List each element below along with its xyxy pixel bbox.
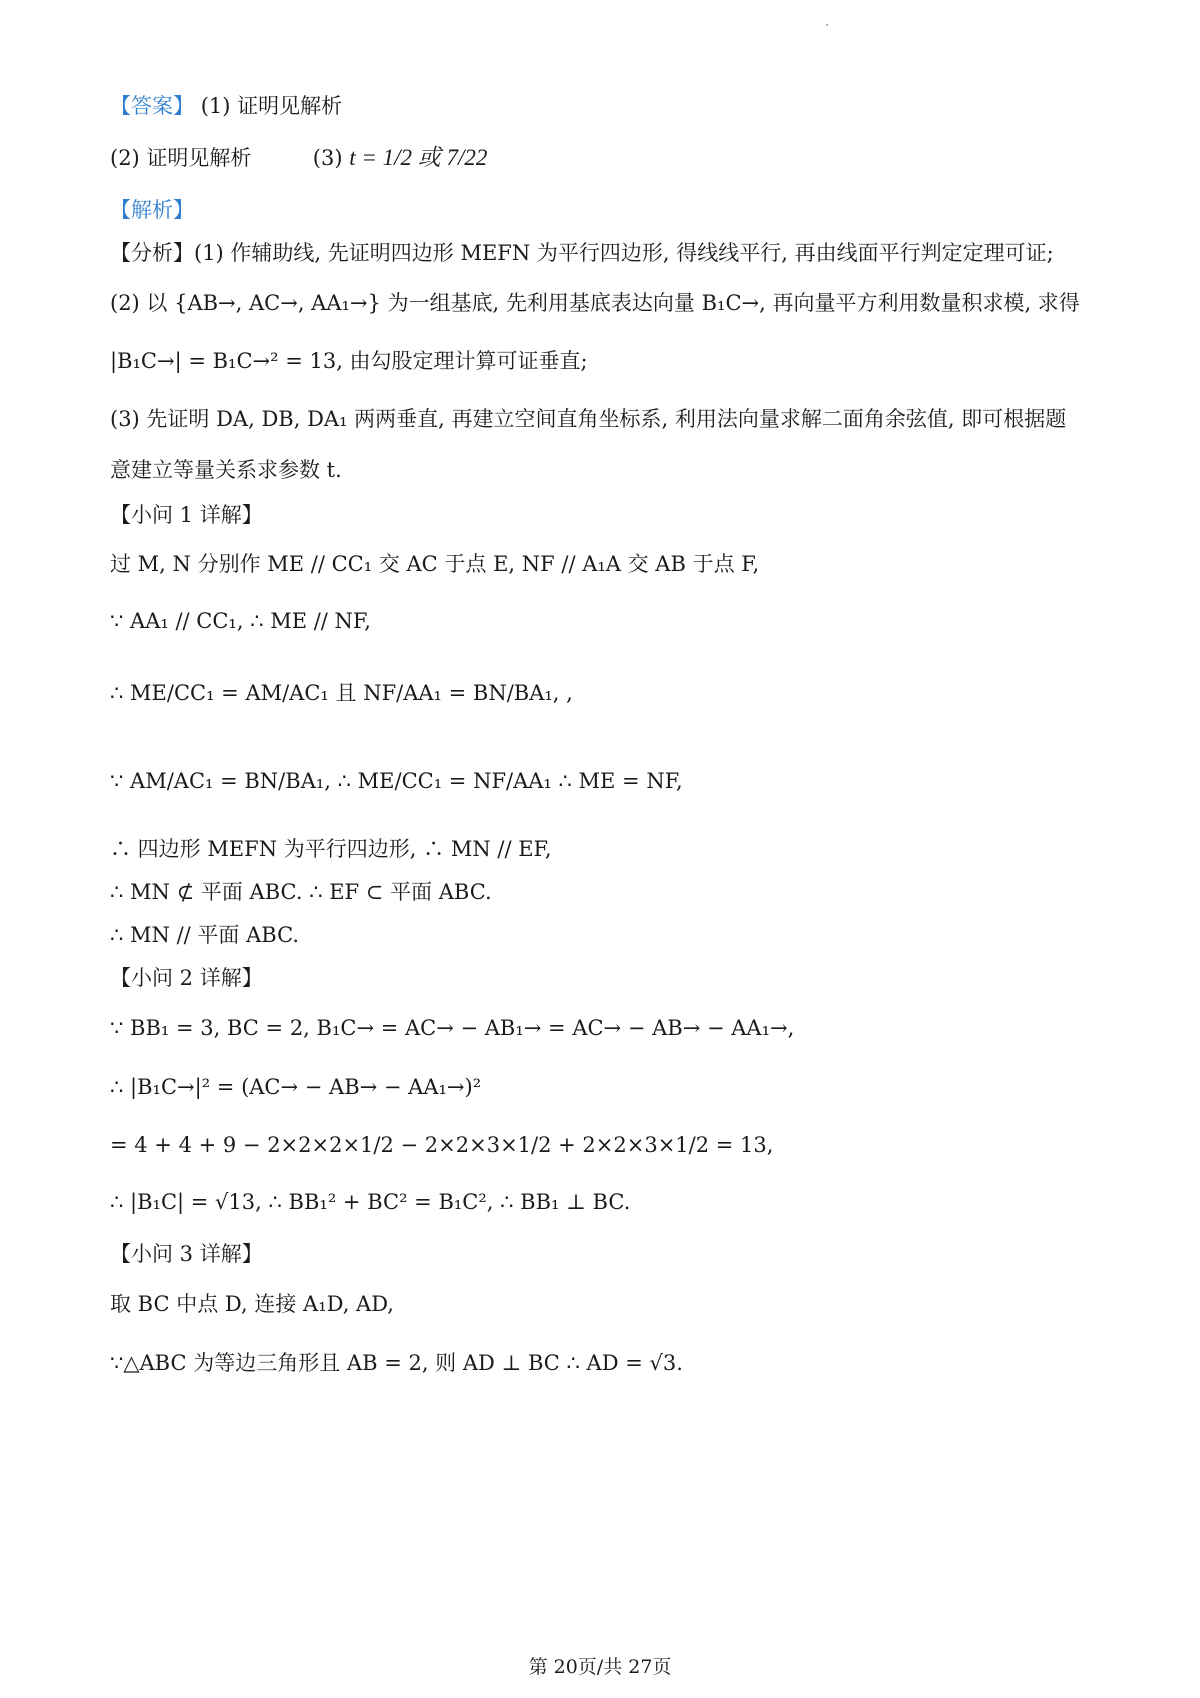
q1-line: ∴ ME/CC₁ = AM/AC₁ 且 NF/AA₁ = BN/BA₁, , xyxy=(110,681,573,705)
q1-line: ∴ 四边形 MEFN 为平行四边形, ∴ MN // EF, xyxy=(110,837,552,861)
q3-line: 取 BC 中点 D, 连接 A₁D, AD, xyxy=(110,1292,394,1316)
answer-line-2 xyxy=(110,143,1140,173)
q1-line: ∵ AM/AC₁ = BN/BA₁, ∴ ME/CC₁ = NF/AA₁ ∴ ME = NF, xyxy=(110,769,683,793)
q1-line: 过 M, N 分别作 ME // CC₁ 交 AC 于点 E, NF // A₁A 交 AB 于点 F, xyxy=(110,552,760,576)
answer-part1: (1) 证明见解析 xyxy=(200,94,343,118)
q3-line: ∵△ABC 为等边三角形且 AB = 2, 则 AD ⊥ BC ∴ AD = √3. xyxy=(110,1351,683,1375)
answer-line-1 xyxy=(110,91,1140,121)
analysis-label: 【解析】 xyxy=(110,198,194,222)
answer-label: 【答案】 xyxy=(110,94,194,118)
q2-line: ∴ |B₁C→|² = (AC→ − AB→ − AA₁→)² xyxy=(110,1075,482,1099)
q2-line: = 4 + 4 + 9 − 2×2×2×1/2 − 2×2×3×1/2 + 2×2×3×1/2 = 13, xyxy=(110,1133,774,1157)
answer-part2: (2) 证明见解析 xyxy=(110,146,252,170)
scan-dot xyxy=(826,24,828,26)
q1-line: ∴ MN ⊄ 平面 ABC. ∴ EF ⊂ 平面 ABC. xyxy=(110,880,492,904)
analysis-p2-line2: |B₁C→| = B₁C→² = 13, 由勾股定理计算可证垂直; xyxy=(110,349,588,373)
page-footer: 第 20页/共 27页 xyxy=(528,1656,672,1678)
q1-line: ∵ AA₁ // CC₁, ∴ ME // NF, xyxy=(110,609,371,633)
q2-line: ∵ BB₁ = 3, BC = 2, B₁C→ = AC→ − AB₁→ = AC→ − AB→ − AA₁→, xyxy=(110,1016,795,1040)
q2-line: ∴ |B₁C| = √13, ∴ BB₁² + BC² = B₁C², ∴ BB₁ ⊥ BC. xyxy=(110,1190,631,1214)
analysis-p3-line2: 意建立等量关系求参数 t. xyxy=(110,458,342,482)
answer-part3-value: t = 1/2 或 7/22 xyxy=(349,145,488,170)
analysis-p2-line1: (2) 以 {AB→, AC→, AA₁→} 为一组基底, 先利用基底表达向量 B₁C→, 再向量平方利用数量积求模, 求得 xyxy=(110,291,1080,315)
analysis-intro: 【分析】(1) 作辅助线, 先证明四边形 MEFN 为平行四边形, 得线线平行, 再由线面平行判定定理可证; xyxy=(110,241,1054,265)
answer-part3-label: (3) xyxy=(312,146,343,170)
q2-heading: 【小问 2 详解】 xyxy=(110,966,263,990)
q1-line: ∴ MN // 平面 ABC. xyxy=(110,923,300,947)
q3-heading: 【小问 3 详解】 xyxy=(110,1242,263,1266)
q1-heading: 【小问 1 详解】 xyxy=(110,503,263,527)
analysis-p3-line1: (3) 先证明 DA, DB, DA₁ 两两垂直, 再建立空间直角坐标系, 利用法向量求解二面角余弦值, 即可根据题 xyxy=(110,407,1067,431)
